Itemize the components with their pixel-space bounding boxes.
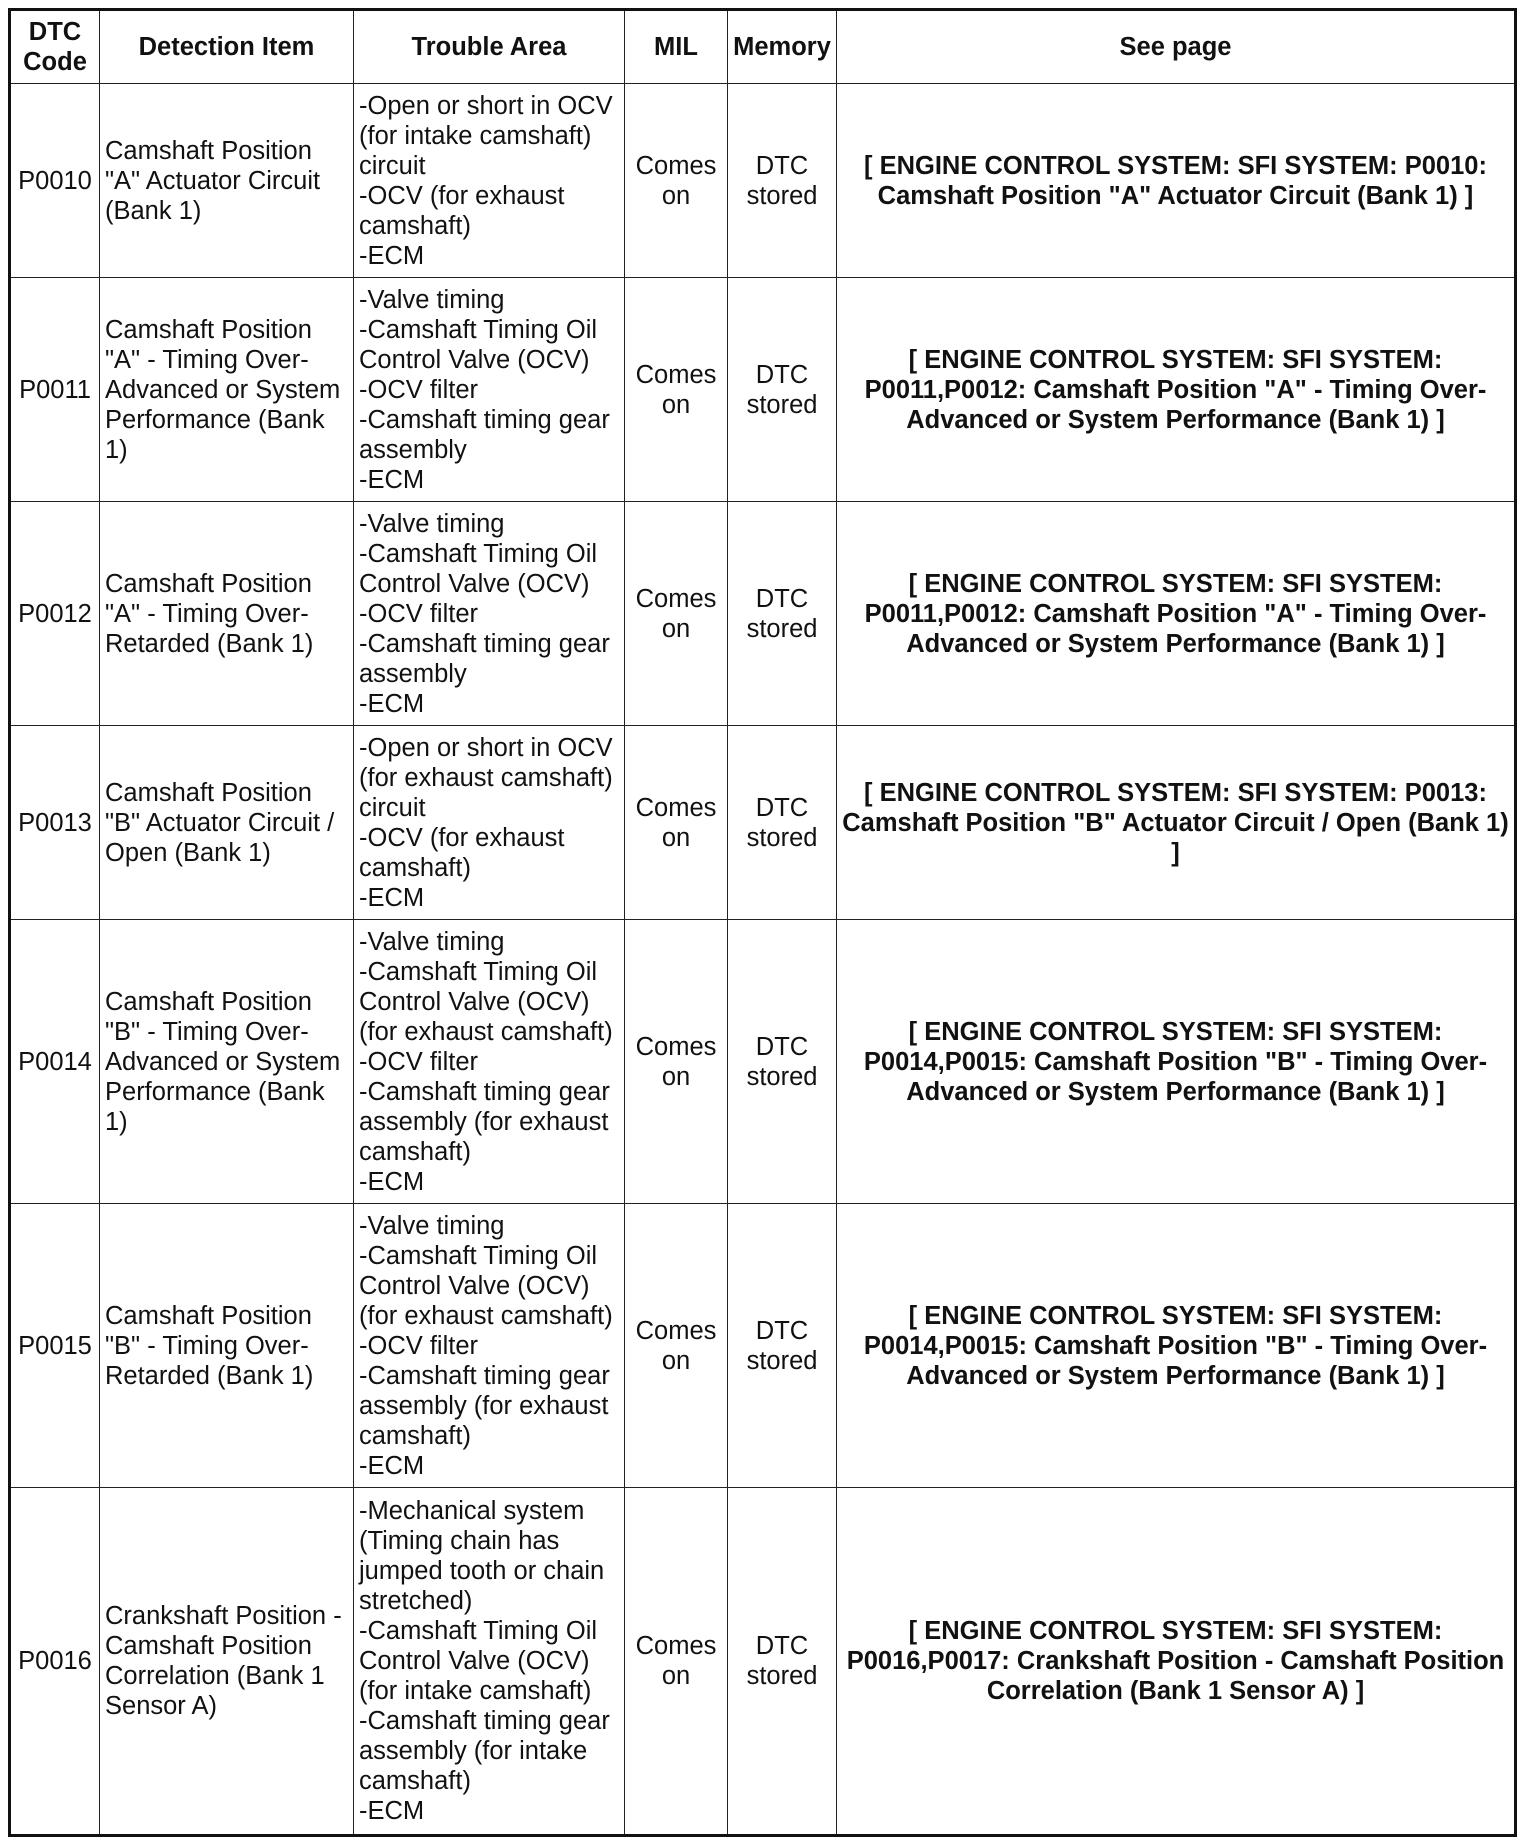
trouble-area-line: -Camshaft timing gear assembly (for exhaust camshaft)	[359, 1361, 610, 1450]
see-page-cell: [ ENGINE CONTROL SYSTEM: SFI SYSTEM: P0013: Camshaft Position "B" Actuator Circuit / Open (Bank 1) ]	[837, 726, 1516, 920]
detection-item-cell: Camshaft Position "B" Actuator Circuit / Open (Bank 1)	[100, 726, 354, 920]
memory-cell: DTC stored	[728, 920, 837, 1204]
see-page-cell: [ ENGINE CONTROL SYSTEM: SFI SYSTEM: P0014,P0015: Camshaft Position "B" - Timing Over-Advanced or System Performance (Bank 1) ]	[837, 1204, 1516, 1488]
trouble-area-line: -Camshaft Timing Oil Control Valve (OCV)	[359, 539, 598, 598]
see-page-cell: [ ENGINE CONTROL SYSTEM: SFI SYSTEM: P0011,P0012: Camshaft Position "A" - Timing Over-Advanced or System Performance (Bank 1) ]	[837, 502, 1516, 726]
trouble-area-cell	[354, 726, 625, 920]
trouble-area-line: -OCV (for exhaust camshaft)	[359, 181, 565, 240]
trouble-area-line: -Camshaft timing gear assembly (for exhaust camshaft)	[359, 1077, 610, 1166]
header-memory: Memory	[728, 10, 837, 84]
trouble-area-line: -Valve timing	[359, 927, 505, 956]
header-dtc-code: DTC Code	[10, 10, 100, 84]
trouble-area-line: -Open or short in OCV (for exhaust camshaft) circuit	[359, 733, 613, 822]
trouble-area-line: -OCV filter	[359, 599, 479, 628]
header-see-page: See page	[837, 10, 1516, 84]
table-row	[10, 502, 1516, 726]
table-row	[10, 726, 1516, 920]
header-mil: MIL	[625, 10, 728, 84]
trouble-area-line: -ECM	[359, 883, 425, 912]
memory-cell: DTC stored	[728, 278, 837, 502]
detection-item-cell: Camshaft Position "B" - Timing Over-Retarded (Bank 1)	[100, 1204, 354, 1488]
dtc-code-cell: P0016	[10, 1488, 100, 1836]
mil-cell: Comes on	[625, 726, 728, 920]
detection-item-cell: Camshaft Position "A" - Timing Over-Retarded (Bank 1)	[100, 502, 354, 726]
trouble-area-line: -ECM	[359, 1797, 425, 1825]
trouble-area-line: -ECM	[359, 689, 425, 718]
mil-cell: Comes on	[625, 502, 728, 726]
dtc-code-cell: P0012	[10, 502, 100, 726]
dtc-code-cell: P0010	[10, 84, 100, 278]
memory-cell: DTC stored	[728, 726, 837, 920]
trouble-area-line: -Camshaft Timing Oil Control Valve (OCV) (for exhaust camshaft)	[359, 1241, 613, 1330]
see-page-cell: [ ENGINE CONTROL SYSTEM: SFI SYSTEM: P0011,P0012: Camshaft Position "A" - Timing Over-Advanced or System Performance (Bank 1) ]	[837, 278, 1516, 502]
detection-item-cell: Camshaft Position "A" Actuator Circuit (Bank 1)	[100, 84, 354, 278]
trouble-area-line: -Camshaft Timing Oil Control Valve (OCV) (for intake camshaft)	[359, 1617, 598, 1705]
mil-cell: Comes on	[625, 278, 728, 502]
see-page-cell: [ ENGINE CONTROL SYSTEM: SFI SYSTEM: P0014,P0015: Camshaft Position "B" - Timing Over-Advanced or System Performance (Bank 1) ]	[837, 920, 1516, 1204]
trouble-area-line: -Camshaft timing gear assembly	[359, 405, 610, 464]
dtc-code-cell: P0013	[10, 726, 100, 920]
trouble-area-cell	[354, 502, 625, 726]
trouble-area-cell	[354, 1488, 625, 1836]
dtc-code-cell: P0015	[10, 1204, 100, 1488]
trouble-area-line: -Camshaft timing gear assembly	[359, 629, 610, 688]
trouble-area-line: -Mechanical system (Timing chain has jumped tooth or chain stretched)	[359, 1497, 605, 1615]
trouble-area-line: -OCV (for exhaust camshaft)	[359, 823, 565, 882]
mil-cell: Comes on	[625, 920, 728, 1204]
trouble-area-line: -Open or short in OCV (for intake camshaft) circuit	[359, 91, 613, 180]
trouble-area-cell	[354, 1204, 625, 1488]
dtc-table	[8, 8, 1517, 1837]
detection-item-cell: Camshaft Position "A" - Timing Over-Advanced or System Performance (Bank 1)	[100, 278, 354, 502]
dtc-code-cell: P0014	[10, 920, 100, 1204]
memory-cell: DTC stored	[728, 84, 837, 278]
see-page-cell: [ ENGINE CONTROL SYSTEM: SFI SYSTEM: P0010: Camshaft Position "A" Actuator Circuit (Bank 1) ]	[837, 84, 1516, 278]
trouble-area-cell	[354, 920, 625, 1204]
trouble-area-cell	[354, 278, 625, 502]
see-page-cell: [ ENGINE CONTROL SYSTEM: SFI SYSTEM: P0016,P0017: Crankshaft Position - Camshaft Position Correlation (Bank 1 Sensor A) ]	[837, 1488, 1516, 1836]
memory-cell: DTC stored	[728, 1204, 837, 1488]
trouble-area-line: -ECM	[359, 465, 425, 494]
table-row	[10, 1204, 1516, 1488]
header-row	[10, 10, 1516, 84]
table-row	[10, 278, 1516, 502]
memory-cell: DTC stored	[728, 1488, 837, 1836]
trouble-area-line: -Valve timing	[359, 285, 505, 314]
trouble-area-line: -OCV filter	[359, 1331, 479, 1360]
trouble-area-line: -Valve timing	[359, 509, 505, 538]
mil-cell: Comes on	[625, 1488, 728, 1836]
mil-cell: Comes on	[625, 84, 728, 278]
detection-item-cell: Camshaft Position "B" - Timing Over-Advanced or System Performance (Bank 1)	[100, 920, 354, 1204]
trouble-area-cell	[354, 84, 625, 278]
table-row	[10, 920, 1516, 1204]
trouble-area-line: -ECM	[359, 241, 425, 270]
trouble-area-line: -Camshaft Timing Oil Control Valve (OCV)	[359, 315, 598, 374]
dtc-code-cell: P0011	[10, 278, 100, 502]
trouble-area-line: -Valve timing	[359, 1211, 505, 1240]
table-row	[10, 1488, 1516, 1836]
trouble-area-line: -OCV filter	[359, 375, 479, 404]
table-row	[10, 84, 1516, 278]
memory-cell: DTC stored	[728, 502, 837, 726]
trouble-area-line: -Camshaft timing gear assembly (for intake camshaft)	[359, 1707, 610, 1795]
detection-item-cell: Crankshaft Position - Camshaft Position Correlation (Bank 1 Sensor A)	[100, 1488, 354, 1836]
trouble-area-line: -ECM	[359, 1167, 425, 1196]
trouble-area-line: -ECM	[359, 1451, 425, 1480]
header-detection-item: Detection Item	[100, 10, 354, 84]
mil-cell: Comes on	[625, 1204, 728, 1488]
header-trouble-area: Trouble Area	[354, 10, 625, 84]
trouble-area-line: -OCV filter	[359, 1047, 479, 1076]
trouble-area-line: -Camshaft Timing Oil Control Valve (OCV) (for exhaust camshaft)	[359, 957, 613, 1046]
